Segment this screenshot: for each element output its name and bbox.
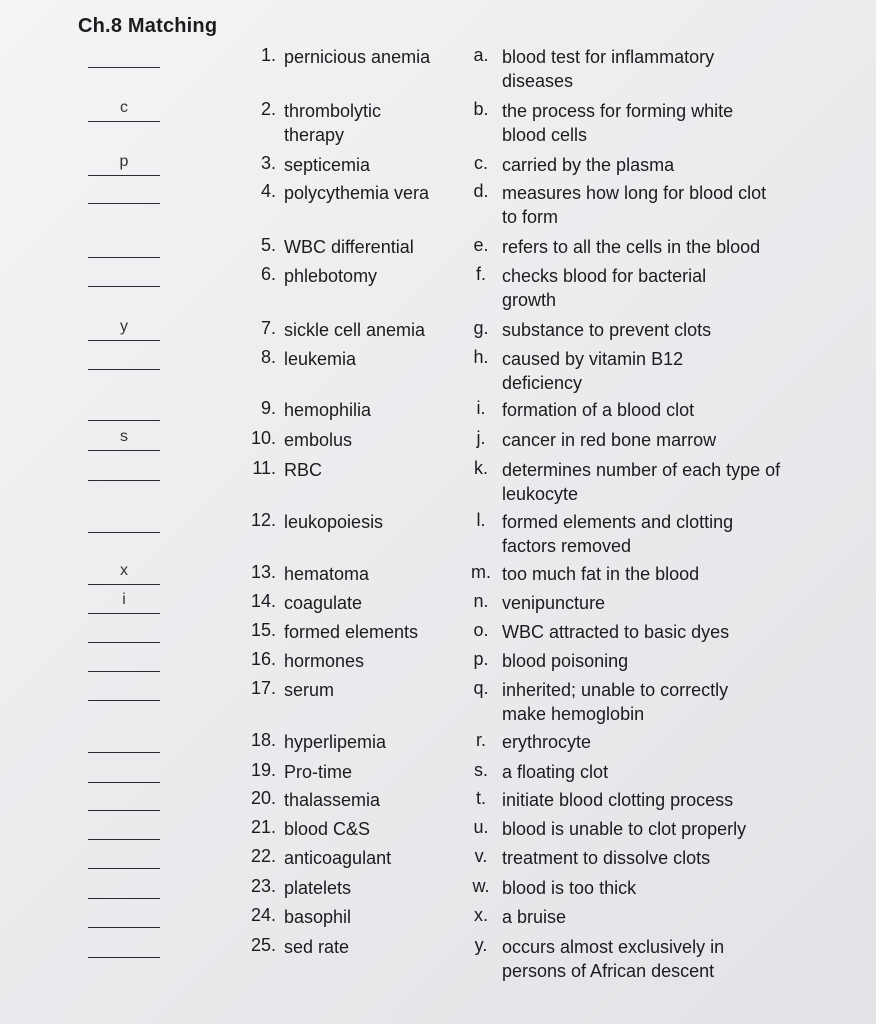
term-number: 15.: [250, 620, 276, 640]
term-number: 5.: [260, 235, 276, 255]
definition-text: cancer in red bone marrow: [502, 430, 717, 450]
matching-row: [0, 458, 876, 504]
matching-row: [0, 905, 876, 935]
term-number: 21.: [250, 817, 276, 837]
definition-letter: y.: [474, 935, 488, 955]
definition-text: determines number of each type of leukocyte: [502, 460, 781, 504]
matching-row: [0, 678, 876, 724]
term-text: leukemia: [284, 349, 357, 369]
definition-text: inherited; unable to correctly make hemoglobin: [502, 680, 729, 724]
term-text: hematoma: [284, 564, 370, 584]
matching-row: [0, 876, 876, 906]
answer-blank[interactable]: [88, 396, 160, 421]
term-text: formed elements: [284, 622, 419, 642]
definition-letter: e.: [473, 235, 489, 255]
definition-letter: g.: [473, 318, 489, 338]
matching-row: [0, 99, 876, 145]
term-number: 9.: [260, 398, 276, 418]
matching-row: [0, 935, 876, 981]
matching-row: [0, 620, 876, 650]
term-number: 11.: [252, 458, 276, 478]
answer-blank[interactable]: p: [88, 151, 160, 176]
term-number: 6.: [260, 264, 276, 284]
definition-text: refers to all the cells in the blood: [502, 237, 761, 257]
matching-row: [0, 510, 876, 556]
term-text: basophil: [284, 907, 352, 927]
definition-letter: b.: [473, 99, 489, 119]
answer-blank[interactable]: [88, 844, 160, 869]
term-number: 12.: [250, 510, 276, 530]
answer-blank[interactable]: [88, 758, 160, 783]
matching-row: [0, 398, 876, 428]
definition-text: treatment to dissolve clots: [502, 848, 711, 868]
definition-text: WBC attracted to basic dyes: [502, 622, 730, 642]
term-text: sed rate: [284, 937, 350, 957]
term-number: 10.: [250, 428, 276, 448]
matching-row: [0, 562, 876, 592]
term-text: WBC differential: [284, 237, 414, 257]
answer-blank[interactable]: [88, 456, 160, 481]
term-text: coagulate: [284, 593, 363, 613]
term-text: septicemia: [284, 155, 371, 175]
term-text: anticoagulant: [284, 848, 392, 868]
definition-text: formed elements and clotting factors removed: [502, 512, 734, 556]
term-number: 1.: [260, 45, 276, 65]
definition-letter: u.: [473, 817, 489, 837]
term-text: hyperlipemia: [284, 732, 387, 752]
term-text: hormones: [284, 651, 365, 671]
matching-row: [0, 45, 876, 91]
definition-letter: x.: [473, 905, 488, 925]
matching-row: [0, 788, 876, 818]
definition-letter: i.: [476, 398, 486, 418]
answer-blank[interactable]: [88, 618, 160, 643]
matching-row: [0, 846, 876, 876]
term-number: 14.: [250, 591, 276, 611]
term-number: 17.: [250, 678, 276, 698]
term-text: phlebotomy: [284, 266, 378, 286]
definition-text: blood test for inflammatory diseases: [502, 47, 715, 91]
definition-text: the process for forming white blood cells: [502, 101, 734, 145]
term-text: hemophilia: [284, 400, 372, 420]
matching-row: [0, 730, 876, 760]
definition-letter: q.: [473, 678, 489, 698]
matching-row: [0, 181, 876, 227]
definition-letter: f.: [475, 264, 486, 284]
term-text: Pro-time: [284, 762, 353, 782]
definition-text: blood poisoning: [502, 651, 629, 671]
definition-letter: j.: [476, 428, 486, 448]
definition-letter: c.: [473, 153, 488, 173]
definition-text: measures how long for blood clot to form: [502, 183, 767, 227]
definition-text: venipuncture: [502, 593, 606, 613]
matching-row: [0, 318, 876, 348]
answer-blank[interactable]: [88, 815, 160, 840]
definition-letter: m.: [471, 562, 491, 582]
answer-blank[interactable]: [88, 647, 160, 672]
worksheet-title: Ch.8 Matching: [78, 15, 218, 37]
term-text: blood C&S: [284, 819, 371, 839]
definition-letter: w.: [472, 876, 490, 896]
answer-blank[interactable]: [88, 874, 160, 899]
answer-blank[interactable]: y: [88, 316, 160, 341]
term-number: 18.: [250, 730, 276, 750]
definition-letter: l.: [476, 510, 486, 530]
answer-blank[interactable]: [88, 345, 160, 370]
definition-letter: d.: [473, 181, 489, 201]
term-number: 24.: [250, 905, 276, 925]
answer-blank[interactable]: [88, 676, 160, 701]
answer-blank[interactable]: [88, 728, 160, 753]
term-text: thalassemia: [284, 790, 381, 810]
definition-text: a bruise: [502, 907, 567, 927]
definition-text: blood is unable to clot properly: [502, 819, 747, 839]
definition-letter: t.: [475, 788, 486, 808]
answer-blank[interactable]: s: [88, 426, 160, 451]
definition-text: occurs almost exclusively in persons of African descent: [502, 937, 725, 981]
term-number: 4.: [260, 181, 276, 201]
term-number: 2.: [260, 99, 276, 119]
definition-text: a floating clot: [502, 762, 609, 782]
answer-blank[interactable]: c: [88, 97, 160, 122]
definition-text: caused by vitamin B12 deficiency: [502, 349, 684, 393]
matching-row: [0, 347, 876, 393]
matching-row: [0, 591, 876, 621]
term-number: 22.: [250, 846, 276, 866]
term-number: 25.: [250, 935, 276, 955]
term-text: polycythemia vera: [284, 183, 430, 203]
definition-text: checks blood for bacterial growth: [502, 266, 707, 310]
matching-row: [0, 649, 876, 679]
answer-blank[interactable]: x: [88, 560, 160, 585]
definition-letter: v.: [474, 846, 488, 866]
definition-letter: s.: [473, 760, 488, 780]
term-number: 7.: [260, 318, 276, 338]
term-number: 3.: [260, 153, 276, 173]
definition-letter: o.: [473, 620, 489, 640]
term-text: RBC: [284, 460, 323, 480]
definition-text: carried by the plasma: [502, 155, 675, 175]
term-number: 16.: [250, 649, 276, 669]
definition-letter: n.: [473, 591, 489, 611]
matching-row: [0, 428, 876, 458]
matching-row: [0, 264, 876, 310]
term-number: 20.: [250, 788, 276, 808]
definition-text: formation of a blood clot: [502, 400, 695, 420]
definition-text: erythrocyte: [502, 732, 592, 752]
term-number: 23.: [250, 876, 276, 896]
answer-blank[interactable]: [88, 233, 160, 258]
term-text: leukopoiesis: [284, 512, 384, 532]
term-text: sickle cell anemia: [284, 320, 426, 340]
definition-text: too much fat in the blood: [502, 564, 700, 584]
term-number: 19.: [250, 760, 276, 780]
term-number: 8.: [260, 347, 276, 367]
term-text: embolus: [284, 430, 353, 450]
matching-row: [0, 817, 876, 847]
answer-blank[interactable]: [88, 43, 160, 68]
definition-letter: p.: [473, 649, 489, 669]
answer-blank[interactable]: [88, 933, 160, 958]
definition-text: initiate blood clotting process: [502, 790, 734, 810]
definition-text: substance to prevent clots: [502, 320, 712, 340]
answer-blank[interactable]: [88, 179, 160, 204]
answer-blank[interactable]: [88, 262, 160, 287]
answer-blank[interactable]: [88, 786, 160, 811]
term-text: platelets: [284, 878, 352, 898]
definition-letter: a.: [473, 45, 489, 65]
term-number: 13.: [250, 562, 276, 582]
term-text: thrombolytic therapy: [284, 101, 382, 145]
definition-letter: k.: [473, 458, 488, 478]
definition-letter: h.: [473, 347, 489, 367]
answer-blank[interactable]: [88, 903, 160, 928]
definition-text: blood is too thick: [502, 878, 637, 898]
definition-letter: r.: [475, 730, 486, 750]
answer-blank[interactable]: [88, 508, 160, 533]
term-text: pernicious anemia: [284, 47, 431, 67]
term-text: serum: [284, 680, 335, 700]
matching-row: [0, 235, 876, 265]
answer-blank[interactable]: i: [88, 589, 160, 614]
